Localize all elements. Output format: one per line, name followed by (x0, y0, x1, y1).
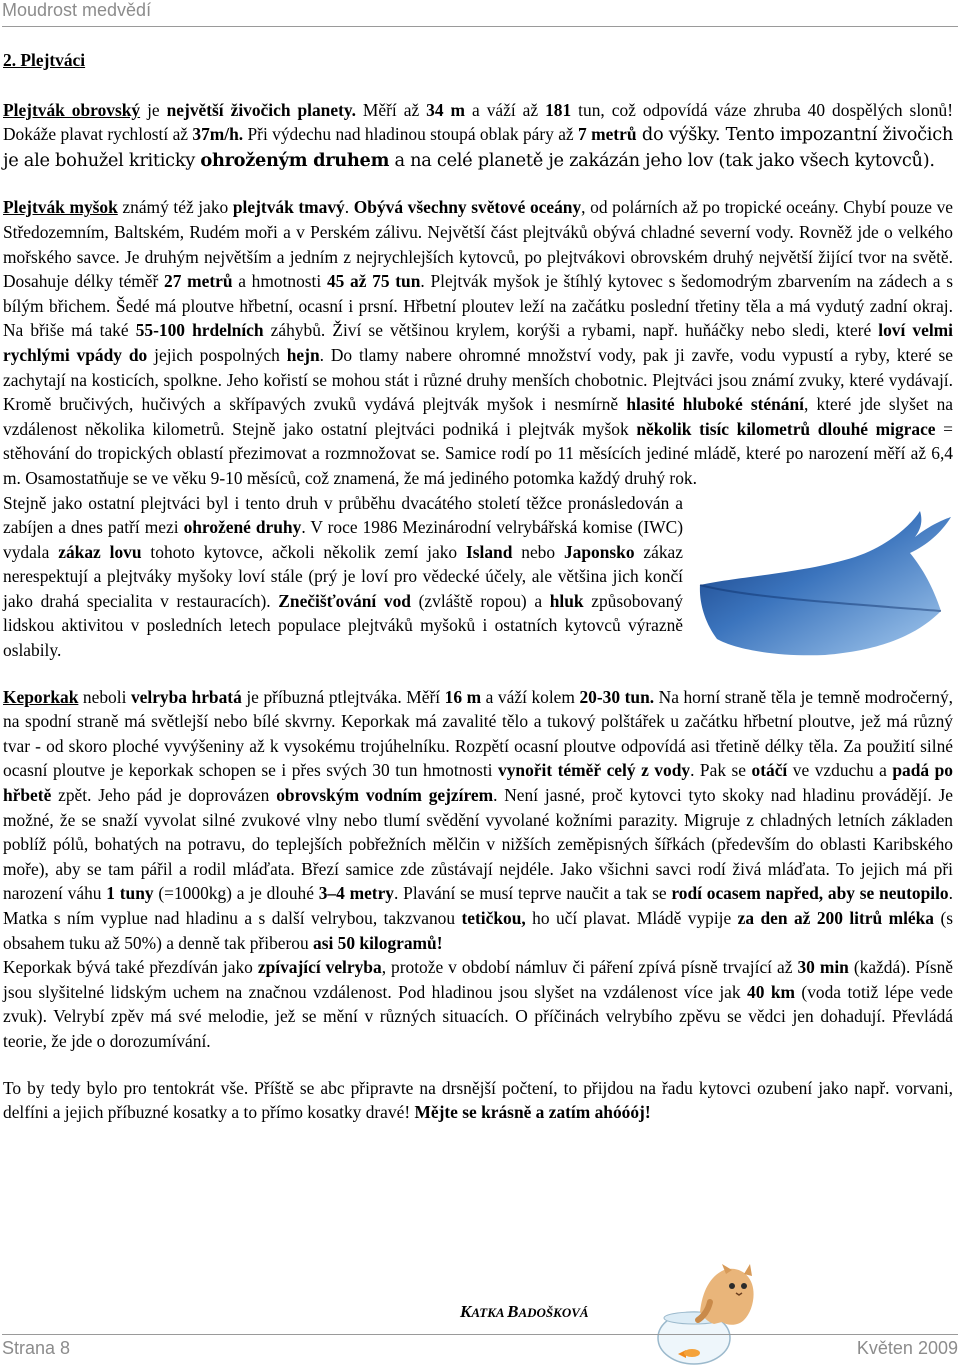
whale-illustration (695, 507, 953, 657)
page-number: Strana 8 (2, 1338, 71, 1358)
spacer (3, 173, 953, 195)
page-footer (2, 1334, 958, 1365)
paragraph-blue-whale: Plejtvák obrovský je největší živočich planety. Měří až 34 m a váží až 181 tun, což odpovídá váze zhruba 40 dospělých slonů! Dokáže plavat rychlostí až 37m/h. Při výdechu nad hladinou stoupá oblak páry až 7 metrů do výšky. Tento impozantní živočich je ale bohužel kriticky ohroženým druhem a na celé planetě je zakázán jeho lov (tak jako všech kytovců). (3, 99, 954, 171)
paragraph-fin-whale: Plejtvák myšok známý též jako plejtvák tmavý. Obývá všechny světové oceány, od polárních až po tropické oceány. Chybí pouze ve Středozemním, Baltském, Rudém moři a v Perském zálivu. Největší část plejtváků obývá chladné severní vody. Rovněž jde o velkého mořského savce. Je druhým největším a jedním z nejrychlejších kytovců, po plejtvákovi obrovském druhý největší žijící tvor na světě. Dosahuje délky téměř 27 metrů a hmotnosti 45 až 75 tun. Plejtvák myšok je štíhlý kytovec s šedomodrým zbarvením na zádech a s bílým břichem. Šedé má ploutve hřbetní, ocasní i prsní. Hřbetní ploutev leží na začátku poslední třetiny těla a má vydutý zadní okraj. Na břiše má také 55-100 hrdelních záhybů. Živí se většinou krylem, korýši a rybami, např. huňáčky nebo sledi, které loví velmi rychlými vpády do jejich pospolných hejn. Do tlamy nabere ohromné množství vody, pak ji zavře, vodu vypustí a ryby, které se zachytají na kosticích, spolkne. Jeho kořistí se mohou stát i různé druhy menších chobotnic. Plejtváci jsou známí zvuky, které vydávají. Kromě bručivých, hučivých a skřípavých zvuků vydává plejtvák myšok i nesmírně hlasité hluboké sténání, které jde slyšet na vzdálenost několika kilometrů. Stejně jako ostatní plejtváci podniká i plejtvák myšok několik tisíc kilometrů dlouhé migrace = stěhování do tropických oblastí přezimovat a rozmnožovat se. Samice rodí po 11 měsících jediné mládě, které po narození měří až 6,4 m. Osamostatňuje se ve věku 9-10 měsíců, což znamená, že má jediného potomka každý druhý rok. (3, 197, 954, 488)
issue-date: Květen 2009 (856, 1338, 958, 1358)
paragraph-closing: To by tedy bylo pro tentokrát vše. Příště se abc připravte na drsnější počtení, to přijdou na řadu kytovci ozubení jako např. vorvani, delfíni a jejich příbuzné kosatky a to přímo kosatky dravé! Mějte se krásně a zatím ahóóój! (3, 1077, 953, 1123)
article-body (3, 48, 953, 1125)
whale-icon (695, 507, 953, 657)
section-title: 2. Plejtváci (3, 50, 86, 70)
page-header (2, 0, 958, 27)
spacer (3, 663, 953, 685)
paragraph-threats: Stejně jako ostatní plejtváci byl i tento druh v průběhu dvacátého století těžce pronásledován a zabíjen a dnes patří mezi ohrožené druhy. V roce 1986 Mezinárodní velrybářská komise (IWC) vydala zákaz lovu tohoto kytovce, ačkoli několik zemí jako Island nebo Japonsko zákaz nerespektují a plejtváky myšoky loví stále (prý je loví pro vědecké účely, ale většina jich končí jako drahá specialita v restauracích). Znečišťování vod (zvláště ropou) a hluk způsobovaný lidskou aktivitou v posledních letech populace plejtváků myšoků i ostatních kytovců výrazně oslabily. (3, 492, 684, 661)
paragraph-singing: Keporkak bývá také přezdíván jako zpívající velryba, protože v období námluv či páření zpívá písně trvající až 30 min (každá). Písně jsou slyšitelné lidským uchem na značnou vzdálenost. Pod hladinou jsou slyšet na vzdálenost více jak 40 km (voda totiž lépe vede zvuk). Velrybí zpěv má své melodie, jež se mění v různých situacích. O příčinách velrybího zpěvu se vědci jen dohadují. Převládá teorie, že jde o dorozumívání. (3, 957, 953, 1051)
magazine-title: Moudrost medvědí (2, 0, 152, 20)
author-signature: KATKA BADOŠKOVÁ (460, 1302, 589, 1321)
paragraph-humpback: Keporkak neboli velryba hrbatá je příbuzná ptlejtváka. Měří 16 m a váží kolem 20-30 tun. Na horní straně těla je temně modročerný, na spodní straně má světlejší nebo bílé skvrny. Keporkak má zavalité tělo a tukový polštářek u začátku hřbetní ploutve, jež má různý tvar - od skoro ploché vyvýšeniny až k vysokému trojúhelníku. Rozpětí ocasní ploutve odpovídá asi třetině délky těla. Za použití silné ocasní ploutve je keporkak schopen se i přes svých 30 tun hmotnosti vynořit téměř celý z vody. Pak se otáčí ve vzduchu a padá po hřbetě zpět. Jeho pád je doprovázen obrovským vodním gejzírem. Není jasné, proč kytovci tyto skoky nad hladinu provádějí. Je možné, že se snaží vyvolat silné zvukové vlny nebo tlumí svědění vyvolané kožními parazity. Migruje z chladných letních základen poblíž pólů, bohatých na potravu, do teplejších pobřežních mělčin v nižších zeměpisných šířkách (především do oblasti Karibského moře), aby se tam pářil a rodil mláďata. Březí samice zde zůstávají nejdéle. Jako všichni savci rodí živá mláďata. To jejich má při narození váhu 1 tuny (=1000kg) a je dlouhé 3–4 metry. Plavání se musí teprve naučit a tak se rodí ocasem napřed, aby se neutopilo. Matka s ním vyplue nad hladinu a s další velrybou, takzvanou tetičkou, ho učí plavat. Mládě vypije za den až 200 litrů mléka (s obsahem tuku až 50%) a denně tak přiberou asi 50 kilogramů! (3, 686, 953, 953)
spacer (3, 1054, 953, 1076)
